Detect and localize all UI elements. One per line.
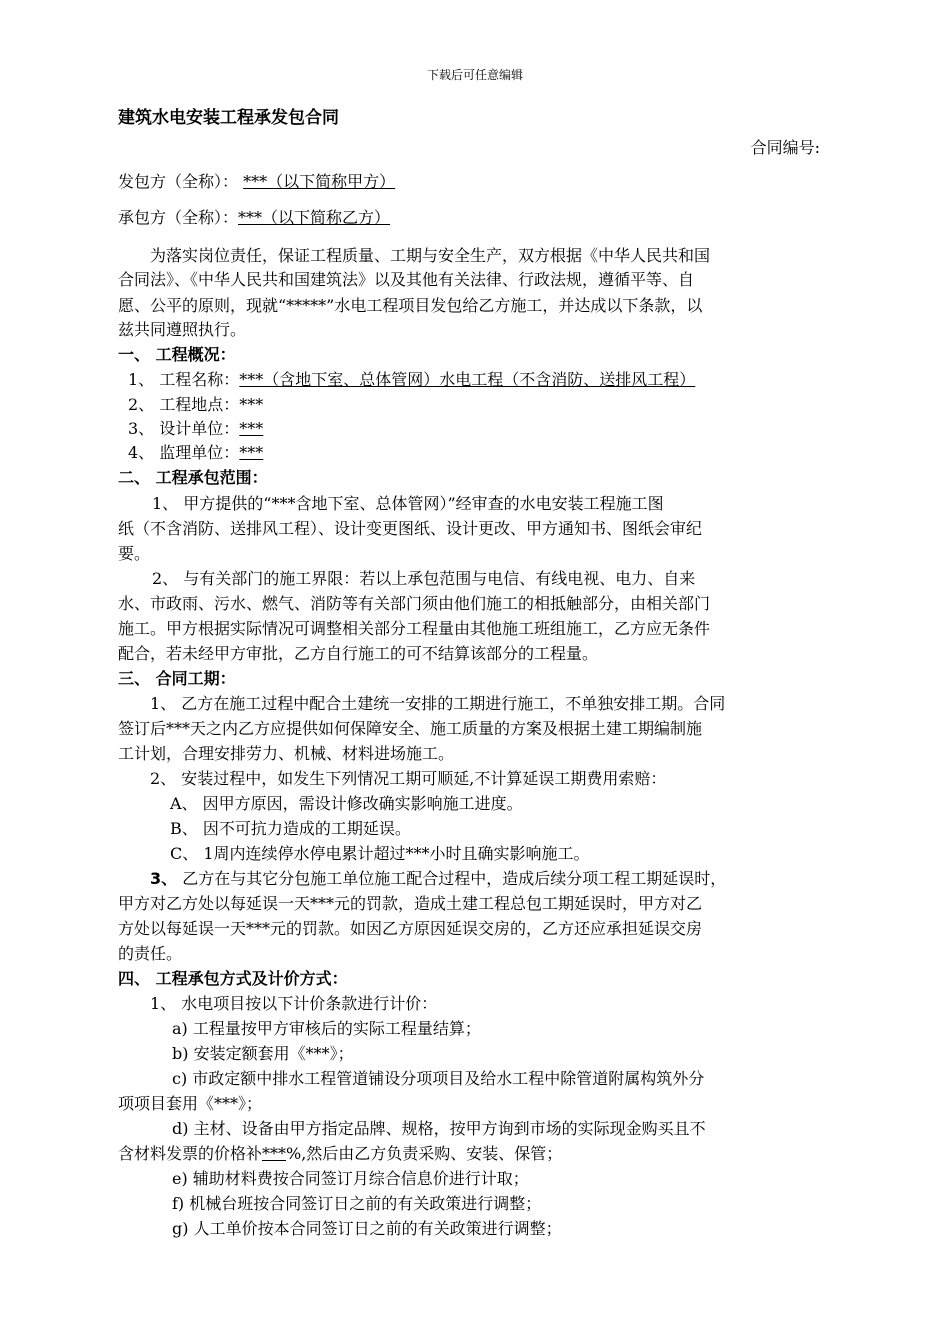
supplement-rate: *** xyxy=(262,1144,287,1163)
overview-item: 1、 工程名称：***（含地下室、总体管网）水电工程（不含消防、送排风工程） xyxy=(128,370,696,389)
scope-paragraph-line: 纸（不含消防、送排风工程）、设计变更图纸、设计更改、甲方通知书、图纸会审纪 xyxy=(118,519,703,538)
pricing-item-g: g) 人工单价按本合同签订日之前的有关政策进行调整； xyxy=(172,1219,562,1238)
scope-paragraph-line: 要。 xyxy=(118,544,151,563)
intro-line: 合同法》、《中华人民共和国建筑法》以及其他有关法律、行政法规，遵循平等、自 xyxy=(118,270,695,289)
overview-item: 2、 工程地点：*** xyxy=(128,395,264,414)
pricing-item-b: b) 安装定额套用《***》； xyxy=(172,1044,354,1063)
page-header: 下载后可任意编辑 xyxy=(426,68,523,82)
schedule-case-a: A、 因甲方原因，需设计修改确实影响施工进度。 xyxy=(170,794,523,813)
party-b xyxy=(118,208,390,228)
schedule-case-b: B、 因不可抗力造成的工期延误。 xyxy=(170,819,411,838)
party-b-label: 承包方（全称）： xyxy=(118,208,239,227)
contract-number-label: 合同编号: xyxy=(750,138,820,157)
section-1-heading: 一、 工程概况： xyxy=(118,345,236,364)
schedule-case-c: C、 1周内连续停水停电累计超过***小时且确实影响施工。 xyxy=(170,844,590,863)
pricing-item-f: f) 机械台班按合同签订日之前的有关政策进行调整； xyxy=(172,1194,542,1213)
scope-paragraph-line: 1、 甲方提供的“***含地下室、总体管网）”经审查的水电安装工程施工图 xyxy=(152,494,664,513)
scope-paragraph-line: 水、市政雨、污水、燃气、消防等有关部门须由他们施工的相抵触部分，由相关部门 xyxy=(118,594,711,613)
intro-line: 愿、公平的原则，现就“*****”水电工程项目发包给乙方施工，并达成以下条款，以 xyxy=(118,296,703,315)
intro-line: 为落实岗位责任，保证工程质量、工期与安全生产，双方根据《中华人民共和国 xyxy=(150,246,711,265)
section-4-heading: 四、 工程承包方式及计价方式： xyxy=(118,969,348,988)
schedule-paragraph-line: 甲方对乙方处以每延误一天***元的罚款，造成土建工程总包工期延误时，甲方对乙 xyxy=(118,894,703,913)
pricing-item-c: c) 市政定额中排水工程管道铺设分项项目及给水工程中除管道附属构筑外分 xyxy=(172,1069,705,1088)
schedule-paragraph-line: 1、 乙方在施工过程中配合土建统一安排的工期进行施工，不单独安排工期。合同 xyxy=(150,694,726,713)
party-a-label: 发包方（全称）： xyxy=(118,172,239,191)
pricing-item-d: d) 主材、设备由甲方指定品牌、规格，按甲方询到市场的实际现金购买且不 xyxy=(172,1119,706,1138)
overview-item: 4、 监理单位：*** xyxy=(128,443,264,462)
project-location: *** xyxy=(239,395,264,414)
section-2-heading: 二、 工程承包范围： xyxy=(118,468,268,487)
scope-paragraph-line: 配合，若未经甲方审批，乙方自行施工的可不结算该部分的工程量。 xyxy=(118,644,599,663)
schedule-paragraph-line: 工计划，合理安排劳力、机械、材料进场施工。 xyxy=(118,744,455,763)
pricing-paragraph-line: 1、 水电项目按以下计价条款进行计价： xyxy=(150,994,438,1013)
party-a xyxy=(118,172,395,192)
overview-item: 3、 设计单位：*** xyxy=(128,419,264,438)
schedule-paragraph-line: 的责任。 xyxy=(118,944,183,963)
intro-line: 兹共同遵照执行。 xyxy=(118,320,247,339)
schedule-paragraph-line: 签订后***天之内乙方应提供如何保障安全、施工质量的方案及根据土建工期编制施 xyxy=(118,719,703,738)
pricing-item-e: e) 辅助材料费按合同签订月综合信息价进行计取； xyxy=(172,1169,529,1188)
project-name: ***（含地下室、总体管网）水电工程（不含消防、送排风工程） xyxy=(239,370,696,389)
party-b-value: ***（以下简称乙方） xyxy=(238,208,391,227)
schedule-paragraph-line: 2、 安装过程中，如发生下列情况工期可顺延,不计算延误工期费用索赔： xyxy=(150,769,667,788)
scope-paragraph-line: 施工。甲方根据实际情况可调整相关部分工程量由其他施工班组施工，乙方应无条件 xyxy=(118,619,711,638)
supervision-unit: *** xyxy=(239,443,264,462)
pricing-item-d-cont: 含材料发票的价格补***%,然后由乙方负责采购、安装、保管； xyxy=(118,1144,563,1163)
section-3-heading: 三、 合同工期： xyxy=(118,669,236,688)
scope-paragraph-line: 2、 与有关部门的施工界限：若以上承包范围与电信、有线电视、电力、自来 xyxy=(152,569,696,588)
pricing-item-a: a) 工程量按甲方审核后的实际工程量结算； xyxy=(172,1019,481,1038)
schedule-paragraph-line: 方处以每延误一天***元的罚款。如因乙方原因延误交房的，乙方还应承担延误交房 xyxy=(118,919,703,938)
design-unit: *** xyxy=(239,419,264,438)
document-title: 建筑水电安装工程承发包合同 xyxy=(118,108,339,128)
schedule-paragraph-line: 3、 乙方在与其它分包施工单位施工配合过程中，造成后续分项工程工期延误时， xyxy=(150,869,727,888)
item-number: 3、 xyxy=(150,869,178,888)
party-a-value: ***（以下简称甲方） xyxy=(243,172,396,191)
pricing-item-c-cont: 项项目套用《***》； xyxy=(118,1094,263,1113)
